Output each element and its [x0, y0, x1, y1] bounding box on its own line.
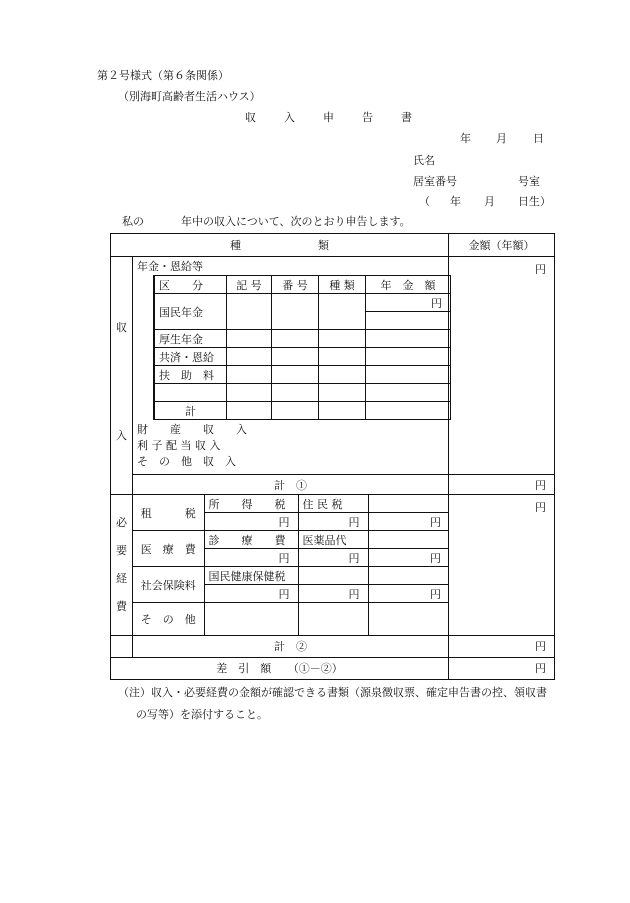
nhi-tax-amount[interactable]	[204, 585, 298, 603]
title-char: 入	[284, 111, 295, 124]
pension-row-aid: 扶 助 料	[155, 366, 227, 384]
pension-table	[154, 275, 451, 420]
expenses-section-label	[111, 495, 133, 636]
column-header-type: 種 類	[111, 234, 449, 257]
tax-extra-amount[interactable]	[368, 513, 449, 531]
code-cell[interactable]	[227, 330, 272, 348]
birth-day-label: 日生）	[518, 195, 551, 208]
nhi-tax-label: 国民健康保健税	[204, 567, 298, 585]
number-cell[interactable]	[272, 402, 319, 420]
kind-cell[interactable]	[319, 366, 366, 384]
expenses-label-char: 必	[116, 515, 127, 529]
income-total-label: 計 ①	[133, 475, 449, 495]
name-label: 氏名	[413, 154, 435, 167]
income-detail-cell	[133, 257, 449, 475]
room-suffix: 号室	[518, 175, 540, 188]
income-tax-amount[interactable]	[204, 513, 298, 531]
expenses-label-char: 経	[116, 571, 127, 585]
yen-unit: 円	[348, 551, 360, 565]
yen-unit: 円	[348, 515, 360, 529]
title-char: 告	[362, 111, 373, 124]
income-tax-label: 所 得 税	[204, 495, 298, 513]
yen-unit: 円	[430, 551, 441, 565]
income-label-bottom: 入	[116, 429, 127, 442]
amount-cell[interactable]	[366, 366, 451, 384]
income-label-top: 収	[116, 321, 127, 334]
income-total-amount[interactable]	[449, 475, 555, 495]
birth-open: （	[419, 195, 430, 208]
consultation-fee-amount[interactable]	[204, 549, 298, 567]
other-income: そ の 他 収 入	[137, 455, 236, 468]
birth-year-label: 年	[450, 195, 461, 208]
income-amount-cell[interactable]	[449, 257, 555, 475]
other-expense-label: そ の 他	[133, 603, 204, 635]
social-extra-amount[interactable]	[298, 585, 368, 603]
medical-extra-amount[interactable]	[368, 549, 449, 567]
tax-extra-cell[interactable]	[368, 495, 449, 513]
yen-unit: 円	[430, 515, 441, 529]
pension-col-category: 区 分	[155, 276, 227, 294]
amount-cell[interactable]	[366, 402, 451, 420]
yen-unit: 円	[348, 587, 360, 601]
pension-col-code: 記 号	[227, 276, 272, 294]
kind-cell[interactable]	[319, 402, 366, 420]
pension-row-mutual: 共済・恩給	[155, 348, 227, 366]
amount-cell[interactable]	[366, 312, 451, 330]
property-income: 財 産 収 入	[137, 423, 247, 436]
tax-label: 租 税	[133, 495, 204, 531]
expenses-detail-cell	[133, 495, 449, 636]
yen-unit: 円	[430, 587, 441, 601]
date-year-label: 年	[460, 132, 471, 145]
title-char: 申	[323, 111, 334, 124]
note-line-1: （注）収入・必要経費の金額が確認できる書類（源泉徴収票、確定申告書の控、領収書	[118, 686, 547, 699]
difference-amount[interactable]	[449, 657, 555, 679]
other-expense-cell-1[interactable]	[204, 603, 298, 635]
pension-row-employees: 厚生年金	[155, 330, 227, 348]
expenses-total-amount[interactable]	[449, 635, 555, 657]
resident-tax-label: 住 民 税	[298, 495, 368, 513]
resident-tax-amount[interactable]	[298, 513, 368, 531]
number-cell[interactable]	[272, 294, 319, 330]
amount-cell[interactable]	[366, 384, 451, 402]
yen-unit: 円	[535, 501, 546, 514]
expenses-amount-cell[interactable]	[449, 495, 555, 636]
medicine-cost-label: 医薬品代	[298, 531, 368, 549]
birth-month-label: 月	[484, 195, 495, 208]
pension-row-national: 国民年金	[155, 294, 227, 330]
pension-row-blank	[155, 384, 227, 402]
date-day-label: 日	[533, 132, 544, 145]
social-extra-amount-2[interactable]	[368, 585, 449, 603]
medicine-cost-amount[interactable]	[298, 549, 368, 567]
expenses-table	[133, 495, 449, 635]
title-char: 書	[401, 111, 412, 124]
kind-cell[interactable]	[319, 348, 366, 366]
medical-extra-cell[interactable]	[368, 531, 449, 549]
code-cell[interactable]	[227, 366, 272, 384]
number-cell[interactable]	[272, 366, 319, 384]
social-extra-cell[interactable]	[298, 567, 368, 585]
other-expense-cell-2[interactable]	[298, 603, 368, 635]
form-number: 第２号様式（第６条関係）	[97, 69, 229, 82]
yen-unit: 円	[535, 263, 546, 276]
intro-text: 年中の収入について、次のとおり申告します。	[181, 215, 411, 228]
code-cell[interactable]	[227, 402, 272, 420]
code-cell[interactable]	[227, 348, 272, 366]
code-cell[interactable]	[227, 294, 272, 330]
pension-col-amount: 年 金 額	[366, 276, 451, 294]
yen-unit: 円	[278, 551, 290, 565]
room-label: 居室番号	[413, 175, 457, 188]
note-line-2: の写等）を添付すること。	[136, 708, 268, 721]
pension-col-number: 番 号	[272, 276, 319, 294]
kind-cell[interactable]	[319, 330, 366, 348]
pension-row-subtotal: 計	[155, 402, 227, 420]
income-declaration-table	[110, 233, 555, 680]
date-month-label: 月	[496, 132, 507, 145]
other-expense-cell-3[interactable]	[368, 603, 449, 635]
medical-label: 医 療 費	[133, 531, 204, 567]
amount-cell[interactable]	[366, 348, 451, 366]
interest-dividend-income: 利 子 配 当 収 入	[137, 439, 221, 452]
facility-name: （別海町高齢者生活ハウス）	[118, 90, 261, 103]
title-char: 収	[245, 111, 256, 124]
number-cell[interactable]	[272, 384, 319, 402]
number-cell[interactable]	[272, 330, 319, 348]
column-header-amount: 金額（年額）	[449, 234, 555, 257]
consultation-fee-label: 診 療 費	[204, 531, 298, 549]
yen-unit: 円	[278, 587, 290, 601]
yen-unit: 円	[535, 640, 546, 653]
kind-cell[interactable]	[319, 294, 366, 330]
kind-cell[interactable]	[319, 384, 366, 402]
social-extra-cell-2[interactable]	[368, 567, 449, 585]
pension-heading: 年金・恩給等	[137, 260, 203, 273]
amount-cell[interactable]	[366, 330, 451, 348]
amount-yen: 円	[366, 294, 451, 312]
document-title	[245, 109, 412, 125]
expenses-label-char: 要	[116, 543, 127, 557]
pension-col-kind: 種 類	[319, 276, 366, 294]
intro-prefix: 私の	[122, 215, 144, 228]
code-cell[interactable]	[227, 384, 272, 402]
yen-unit: 円	[278, 515, 290, 529]
expenses-label-char: 費	[116, 599, 127, 613]
difference-label: 差 引 額 （①－②）	[111, 657, 449, 679]
income-section-label	[111, 257, 133, 495]
yen-unit: 円	[535, 662, 546, 675]
number-cell[interactable]	[272, 348, 319, 366]
yen-unit: 円	[535, 478, 546, 492]
social-insurance-label: 社会保険料	[133, 567, 204, 603]
expenses-total-label: 計 ②	[133, 635, 449, 657]
